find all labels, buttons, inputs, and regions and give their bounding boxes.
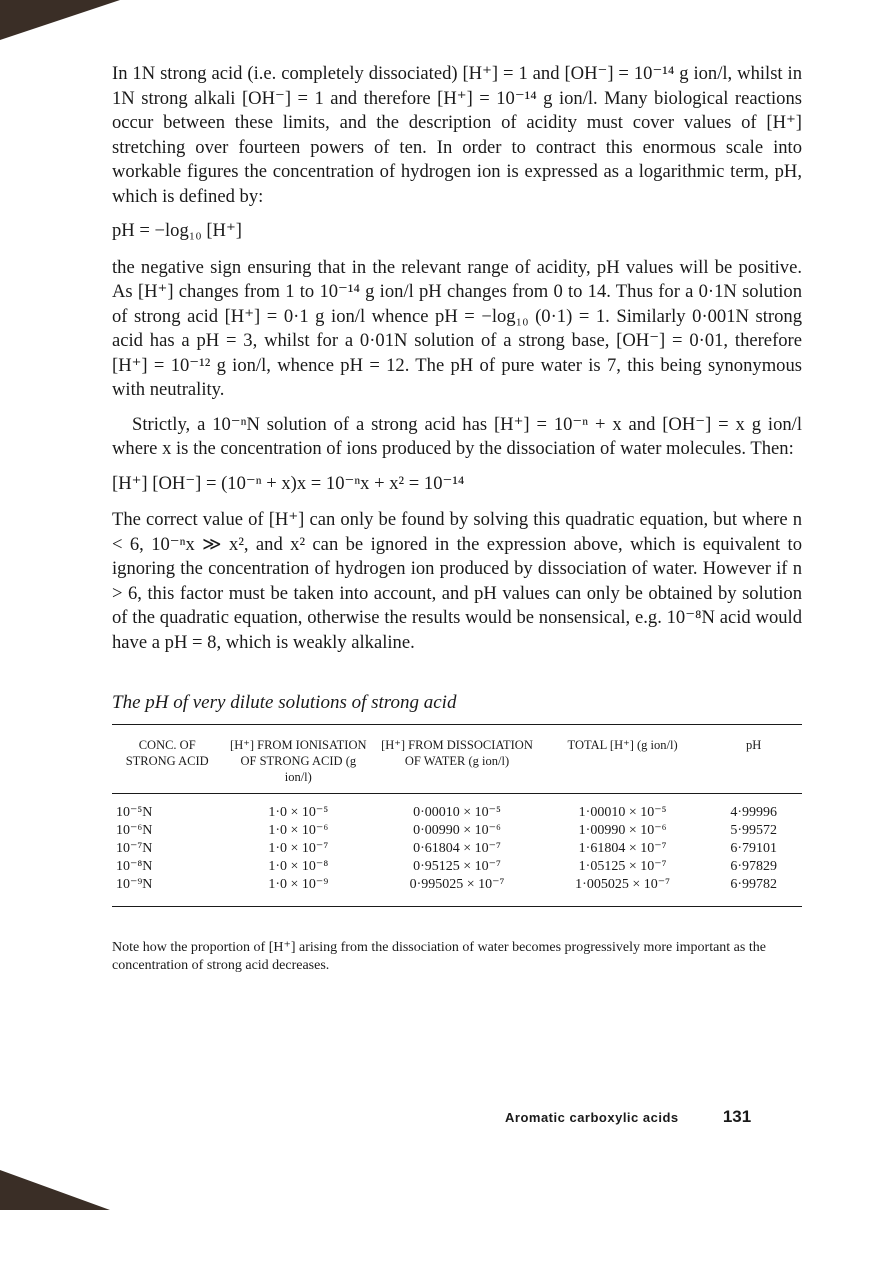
dissociation-value: 0·995025 × 10⁻⁷ — [409, 876, 505, 892]
ph-table — [112, 724, 802, 907]
page-body — [112, 62, 802, 989]
header-conc: CONC. OF STRONG ACID — [112, 724, 222, 793]
cell-total — [540, 793, 706, 906]
ionisation-value: 1·0 × 10⁻⁸ — [268, 858, 329, 874]
table-note: Note how the proportion of [H⁺] arising from the dissociation of water becomes progressively more important as the concentration of strong acid decreases. — [112, 939, 766, 973]
ionisation-value: 1·0 × 10⁻⁹ — [268, 876, 329, 892]
cell-ph — [705, 793, 802, 906]
conc-value: 10⁻⁸N — [116, 858, 153, 874]
conc-value: 10⁻⁹N — [116, 876, 153, 892]
conc-value: 10⁻⁷N — [116, 840, 153, 856]
page-footer — [505, 1107, 805, 1127]
table-row — [112, 793, 802, 906]
formula-quadratic: [H⁺] [OH⁻] = (10⁻ⁿ + x)x = 10⁻ⁿx + x² = 10⁻¹⁴ — [112, 472, 465, 494]
total-value: 1·61804 × 10⁻⁷ — [578, 840, 667, 856]
ph-value: 6·97829 — [730, 858, 778, 874]
ph-value: 4·99996 — [730, 804, 778, 820]
paragraph-ph-range: the negative sign ensuring that in the relevant range of acidity, pH values will be positive. As [H⁺] changes from 1 to 10⁻¹⁴ g ion/l pH changes from 0 to 14. Thus for a 0·1N solution of strong acid [H⁺] = 0·1 g ion/l whence pH = −log₁₀ (0·1) = 1. Similarly 0·001N strong acid has a pH = 3, whilst for a 0·01N solution of a strong base, [OH⁻] = 0·01, therefore [H⁺] = 10⁻¹² g ion/l, whence pH = 12. The pH of pure water is 7, this being synonymous with neutrality. — [112, 256, 802, 400]
paragraph-intro: In 1N strong acid (i.e. completely dissociated) [H⁺] = 1 and [OH⁻] = 10⁻¹⁴ g ion/l, whilst in 1N strong alkali [OH⁻] = 1 and therefore [H⁺] = 10⁻¹⁴ g ion/l. Many biological reactions occur between these limits, and the description of acidity must cover values of [H⁺] stretching over fourteen powers of ten. In order to contract this enormous scale into workable figures the concentration of hydrogen ion is expressed as a logarithmic term, pH, which is defined by: — [112, 63, 802, 207]
ph-value: 5·99572 — [730, 822, 778, 838]
ionisation-value: 1·0 × 10⁻⁵ — [268, 804, 329, 820]
total-value: 1·00990 × 10⁻⁶ — [578, 822, 667, 838]
header-total: TOTAL [H⁺] (g ion/l) — [540, 724, 706, 793]
ph-value: 6·79101 — [730, 840, 778, 856]
page-shadow-top — [0, 0, 120, 40]
total-value: 1·005025 × 10⁻⁷ — [575, 876, 670, 892]
formula-ph-definition: pH = −log₁₀ [H⁺] — [112, 220, 242, 241]
header-dissociation: [H⁺] FROM DISSOCIATION OF WATER (g ion/l) — [374, 724, 540, 793]
total-value: 1·00010 × 10⁻⁵ — [578, 804, 667, 820]
ionisation-value: 1·0 × 10⁻⁶ — [268, 822, 329, 838]
ph-value: 6·99782 — [730, 876, 778, 892]
page-shadow-bottom — [0, 1170, 110, 1210]
conc-value: 10⁻⁶N — [116, 822, 153, 838]
header-ionisation: [H⁺] FROM IONISATION OF STRONG ACID (g ion/l) — [222, 724, 374, 793]
cell-ionisation — [222, 793, 374, 906]
dissociation-value: 0·00010 × 10⁻⁵ — [413, 804, 501, 820]
dissociation-value: 0·95125 × 10⁻⁷ — [413, 858, 501, 874]
dissociation-value: 0·61804 × 10⁻⁷ — [413, 840, 501, 856]
paragraph-dilute-acid: Strictly, a 10⁻ⁿN solution of a strong acid has [H⁺] = 10⁻ⁿ + x and [OH⁻] = x g ion/l where x is the concentration of ions produced by the dissociation of water molecules. Then: — [112, 413, 802, 459]
running-head: Aromatic carboxylic acids — [505, 1110, 679, 1125]
paragraph-quadratic: The correct value of [H⁺] can only be found by solving this quadratic equation, but where n < 6, 10⁻ⁿx ≫ x², and x² can be ignored in the expression above, which is equivalent to ignoring the concentration of hydrogen ion produced by dissociation of water. However if n > 6, this factor must be taken into account, and pH values can only be obtained by solution of the quadratic equation, otherwise the results would be nonsensical, e.g. 10⁻⁸N acid would have a pH = 8, which is weakly alkaline. — [112, 509, 802, 653]
table-title: The pH of very dilute solutions of strong acid — [112, 692, 457, 713]
header-ph: pH — [705, 724, 802, 793]
ionisation-value: 1·0 × 10⁻⁷ — [268, 840, 329, 856]
dissociation-value: 0·00990 × 10⁻⁶ — [413, 822, 501, 838]
total-value: 1·05125 × 10⁻⁷ — [578, 858, 667, 874]
table-header-row — [112, 724, 802, 793]
cell-dissociation — [374, 793, 540, 906]
cell-conc — [112, 793, 222, 906]
conc-value: 10⁻⁵N — [116, 804, 153, 820]
page-number: 131 — [722, 1107, 752, 1126]
